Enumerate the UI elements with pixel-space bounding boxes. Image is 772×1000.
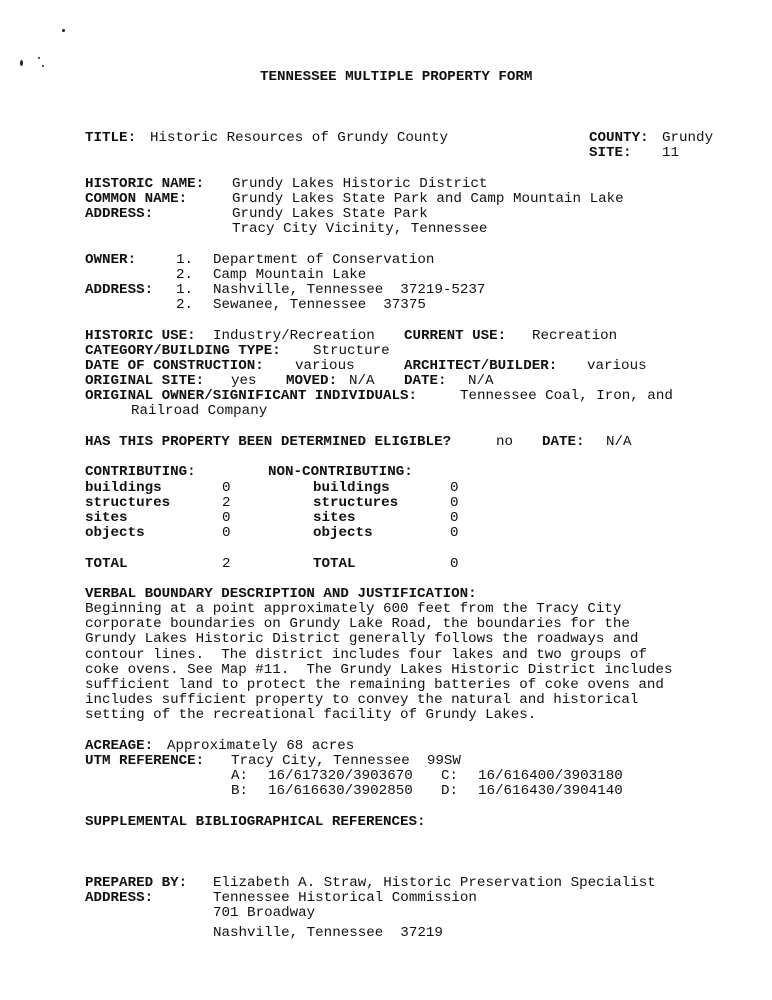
owner-address-label: ADDRESS: — [85, 282, 154, 298]
total-label: TOTAL — [85, 556, 128, 572]
owner-text-2: Camp Mountain Lake — [213, 267, 367, 283]
prepared-address-line-2: 701 Broadway — [213, 905, 316, 921]
boundary-line: setting of the recreational facility of Grundy Lakes. — [85, 707, 537, 724]
current-use-label: CURRENT USE: — [404, 328, 507, 344]
original-site-value: yes — [231, 373, 257, 389]
owner-label: OWNER: — [85, 252, 137, 268]
prepared-address-line-1: Tennessee Historical Commission — [213, 890, 477, 906]
architect-label: ARCHITECT/BUILDER: — [404, 358, 558, 374]
utm-d-label: D: — [441, 783, 459, 799]
contributing-objects: 0 — [222, 525, 231, 541]
county-value: Grundy — [662, 130, 714, 146]
common-name-label: COMMON NAME: — [85, 191, 188, 207]
total-noncontributing: 0 — [450, 556, 459, 572]
supplemental-heading: SUPPLEMENTAL BIBLIOGRAPHICAL REFERENCES: — [85, 814, 426, 830]
contributing-buildings: 0 — [222, 480, 231, 496]
acreage-label: ACREAGE: — [85, 738, 154, 754]
utm-d-value: 16/616430/3904140 — [478, 783, 623, 799]
owner-num-2: 2. — [176, 267, 194, 283]
address-line-1: Grundy Lakes State Park — [232, 206, 428, 222]
moved-date-value: N/A — [468, 373, 494, 389]
owner-address-text-1: Nashville, Tennessee 37219-5237 — [213, 282, 486, 298]
eligible-date-value: N/A — [606, 434, 632, 450]
resource-label-buildings: buildings — [85, 480, 162, 496]
boundary-line: Grundy Lakes Historic District generally follows the roadways and — [85, 631, 639, 648]
historic-name-value: Grundy Lakes Historic District — [232, 176, 488, 192]
boundary-heading: VERBAL BOUNDARY DESCRIPTION AND JUSTIFICATION: — [85, 586, 477, 602]
title-label: TITLE: — [85, 130, 137, 146]
utm-b-label: B: — [231, 783, 249, 799]
boundary-line: sufficient land to protect the remaining batteries of coke ovens and — [85, 677, 664, 694]
prepared-by-value: Elizabeth A. Straw, Historic Preservation Specialist — [213, 875, 656, 891]
utm-a-label: A: — [231, 768, 249, 784]
architect-value: various — [587, 358, 647, 374]
utm-quad: Tracy City, Tennessee 99SW — [231, 753, 461, 769]
owner-num-1: 1. — [176, 252, 194, 268]
resource-label-structures: structures — [85, 495, 171, 511]
site-label: SITE: — [589, 145, 632, 161]
resource-label-objects: objects — [85, 525, 145, 541]
scan-speck — [20, 60, 23, 66]
utm-c-value: 16/616400/3903180 — [478, 768, 623, 784]
owner-text-1: Department of Conservation — [213, 252, 435, 268]
resource-label-sites: sites — [85, 510, 128, 526]
county-label: COUNTY: — [589, 130, 649, 146]
noncontrib-label-objects: objects — [313, 525, 373, 541]
address-label: ADDRESS: — [85, 206, 154, 222]
current-use-value: Recreation — [532, 328, 618, 344]
noncontributing-objects: 0 — [450, 525, 459, 541]
noncontrib-label-buildings: buildings — [313, 480, 390, 496]
boundary-paragraph — [85, 602, 735, 724]
address-line-2: Tracy City Vicinity, Tennessee — [232, 221, 488, 237]
noncontrib-total-label: TOTAL — [313, 556, 356, 572]
original-owner-value-1: Tennessee Coal, Iron, and — [460, 388, 673, 404]
historic-use-label: HISTORIC USE: — [85, 328, 196, 344]
boundary-line: contour lines. The district includes four lakes and two groups of — [85, 646, 647, 663]
noncontrib-label-sites: sites — [313, 510, 356, 526]
acreage-value: Approximately 68 acres — [167, 738, 355, 754]
noncontributing-heading: NON-CONTRIBUTING: — [268, 464, 413, 480]
noncontrib-label-structures: structures — [313, 495, 399, 511]
prepared-address-label: ADDRESS: — [85, 890, 154, 906]
eligible-value: no — [496, 434, 514, 450]
utm-c-label: C: — [441, 768, 459, 784]
contributing-structures: 2 — [222, 495, 231, 511]
moved-date-label: DATE: — [404, 373, 447, 389]
eligible-label: HAS THIS PROPERTY BEEN DETERMINED ELIGIBLE? — [85, 434, 452, 450]
moved-value: N/A — [349, 373, 375, 389]
moved-label: MOVED: — [286, 373, 338, 389]
boundary-line: includes sufficient property to convey the natural and historical — [85, 692, 639, 709]
noncontributing-sites: 0 — [450, 510, 459, 526]
utm-b-value: 16/616630/3902850 — [268, 783, 413, 799]
common-name-value: Grundy Lakes State Park and Camp Mountain Lake — [232, 191, 624, 207]
contributing-heading: CONTRIBUTING: — [85, 464, 196, 480]
owner-address-num-1: 1. — [176, 282, 194, 298]
noncontributing-buildings: 0 — [450, 480, 459, 496]
original-owner-label: ORIGINAL OWNER/SIGNIFICANT INDIVIDUALS: — [85, 388, 418, 404]
scan-speck — [38, 57, 40, 59]
owner-address-text-2: Sewanee, Tennessee 37375 — [213, 297, 426, 313]
boundary-line: corporate boundaries on Grundy Lake Road, the boundaries for the — [85, 616, 630, 633]
prepared-by-label: PREPARED BY: — [85, 875, 188, 891]
scan-speck — [42, 65, 44, 67]
construction-date-value: various — [295, 358, 355, 374]
boundary-line: coke ovens. See Map #11. The Grundy Lakes Historic District includes — [85, 661, 673, 678]
eligible-date-label: DATE: — [542, 434, 585, 450]
title-value: Historic Resources of Grundy County — [150, 130, 448, 146]
historic-name-label: HISTORIC NAME: — [85, 176, 205, 192]
prepared-address-line-3: Nashville, Tennessee 37219 — [213, 925, 443, 941]
form-title: TENNESSEE MULTIPLE PROPERTY FORM — [260, 69, 533, 85]
utm-label: UTM REFERENCE: — [85, 753, 205, 769]
scan-speck — [62, 29, 65, 32]
original-site-label: ORIGINAL SITE: — [85, 373, 205, 389]
category-value: Structure — [313, 343, 390, 359]
site-value: 11 — [662, 145, 680, 161]
utm-a-value: 16/617320/3903670 — [268, 768, 413, 784]
historic-use-value: Industry/Recreation — [213, 328, 375, 344]
original-owner-value-2: Railroad Company — [131, 403, 268, 419]
construction-date-label: DATE OF CONSTRUCTION: — [85, 358, 264, 374]
boundary-line: Beginning at a point approximately 600 feet from the Tracy City — [85, 601, 622, 617]
noncontributing-structures: 0 — [450, 495, 459, 511]
owner-address-num-2: 2. — [176, 297, 194, 313]
total-contributing: 2 — [222, 556, 231, 572]
contributing-sites: 0 — [222, 510, 231, 526]
category-label: CATEGORY/BUILDING TYPE: — [85, 343, 281, 359]
